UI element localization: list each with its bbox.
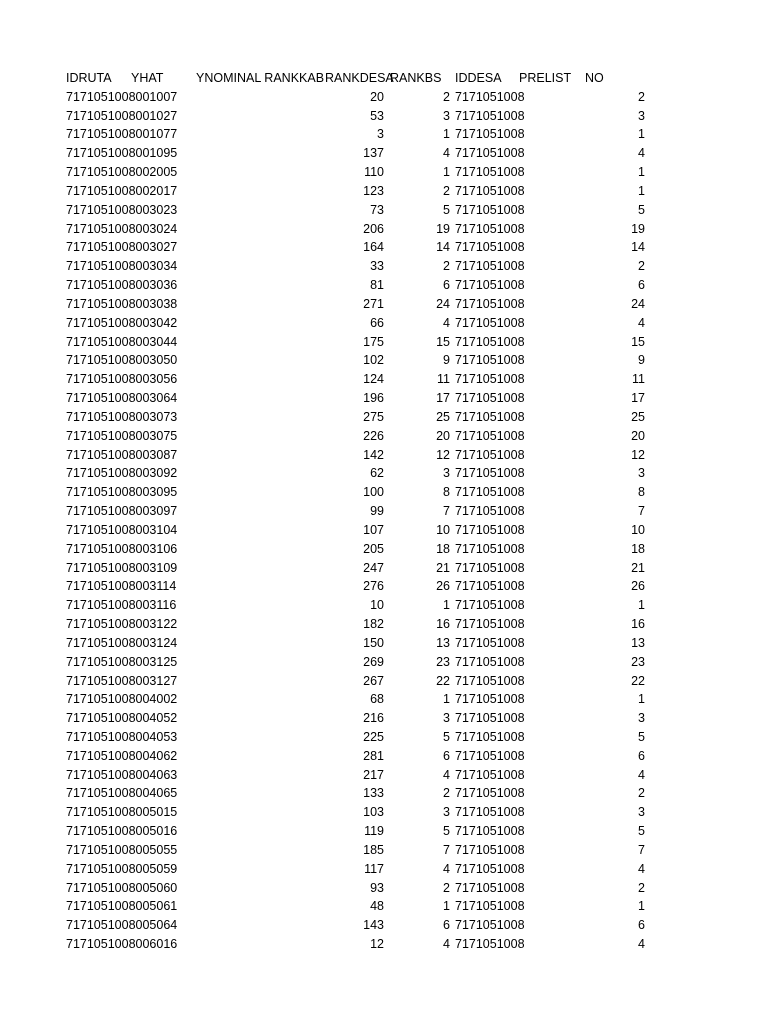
- cell-iddesa: 7171051008: [455, 711, 525, 726]
- table-row: [0, 672, 768, 691]
- cell-idruta: 7171051008003114: [66, 579, 177, 594]
- cell-rankbs: 3: [443, 711, 450, 726]
- table-row: [0, 88, 768, 107]
- cell-rankkab: 164: [363, 240, 384, 255]
- table-row: [0, 747, 768, 766]
- cell-idruta: 7171051008005055: [66, 842, 178, 857]
- cell-idruta: 7171051008003104: [66, 522, 178, 537]
- cell-iddesa: 7171051008: [455, 127, 525, 142]
- table-row: [0, 540, 768, 559]
- table-row: [0, 860, 768, 879]
- cell-idruta: 7171051008005060: [66, 880, 178, 895]
- cell-idruta: 7171051008003075: [66, 428, 178, 443]
- cell-no: 8: [638, 485, 645, 500]
- cell-rankkab: 53: [370, 108, 384, 123]
- cell-idruta: 7171051008004065: [66, 786, 178, 801]
- cell-rankkab: 142: [363, 447, 384, 462]
- cell-rankbs: 5: [443, 202, 450, 217]
- cell-rankkab: 33: [370, 259, 384, 274]
- header-iddesa: IDDESA: [455, 71, 502, 85]
- cell-rankbs: 23: [436, 654, 450, 669]
- cell-idruta: 7171051008005064: [66, 918, 178, 933]
- cell-rankbs: 22: [436, 673, 450, 688]
- table-row: [0, 577, 768, 596]
- cell-idruta: 7171051008003125: [66, 654, 178, 669]
- header-no: NO: [585, 71, 604, 85]
- cell-rankbs: 3: [443, 805, 450, 820]
- cell-idruta: 7171051008003097: [66, 504, 178, 519]
- cell-idruta: 7171051008001095: [66, 146, 178, 161]
- cell-rankkab: 117: [364, 861, 384, 876]
- cell-no: 11: [632, 372, 645, 387]
- table-row: [0, 333, 768, 352]
- cell-rankbs: 24: [436, 296, 450, 311]
- cell-iddesa: 7171051008: [455, 202, 525, 217]
- table-row: [0, 879, 768, 898]
- cell-rankkab: 10: [370, 598, 384, 613]
- cell-rankkab: 137: [363, 146, 384, 161]
- cell-idruta: 7171051008004052: [66, 711, 178, 726]
- table-row: [0, 690, 768, 709]
- cell-rankkab: 62: [370, 466, 384, 481]
- cell-iddesa: 7171051008: [455, 372, 525, 387]
- cell-idruta: 7171051008004063: [66, 767, 178, 782]
- cell-iddesa: 7171051008: [455, 598, 525, 613]
- cell-iddesa: 7171051008: [455, 466, 525, 481]
- cell-no: 7: [638, 504, 645, 519]
- cell-rankbs: 1: [443, 899, 450, 914]
- cell-rankkab: 150: [363, 635, 384, 650]
- table-row: [0, 559, 768, 578]
- table-row: [0, 916, 768, 935]
- cell-iddesa: 7171051008: [455, 146, 525, 161]
- cell-no: 10: [631, 522, 645, 537]
- cell-rankkab: 68: [370, 692, 384, 707]
- cell-idruta: 7171051008005015: [66, 805, 178, 820]
- cell-rankkab: 267: [363, 673, 384, 688]
- cell-iddesa: 7171051008: [455, 522, 525, 537]
- cell-rankbs: 6: [443, 918, 450, 933]
- header-rankbs: RANKBS: [390, 71, 442, 85]
- cell-no: 23: [631, 654, 645, 669]
- cell-no: 2: [638, 786, 645, 801]
- table-row: [0, 521, 768, 540]
- cell-rankbs: 4: [443, 315, 450, 330]
- cell-rankkab: 196: [363, 391, 384, 406]
- cell-rankbs: 12: [436, 447, 450, 462]
- cell-iddesa: 7171051008: [455, 485, 525, 500]
- cell-idruta: 7171051008002005: [66, 165, 178, 180]
- cell-rankkab: 107: [363, 522, 384, 537]
- cell-iddesa: 7171051008: [455, 748, 525, 763]
- cell-rankkab: 217: [363, 767, 384, 782]
- cell-rankkab: 73: [370, 202, 384, 217]
- cell-idruta: 7171051008005059: [66, 861, 178, 876]
- cell-no: 20: [631, 428, 645, 443]
- cell-no: 3: [638, 711, 645, 726]
- cell-iddesa: 7171051008: [455, 880, 525, 895]
- cell-rankbs: 2: [443, 183, 450, 198]
- cell-no: 3: [638, 805, 645, 820]
- cell-idruta: 7171051008002017: [66, 183, 178, 198]
- cell-no: 5: [638, 824, 645, 839]
- cell-no: 4: [638, 315, 645, 330]
- cell-iddesa: 7171051008: [455, 447, 525, 462]
- cell-rankkab: 20: [370, 89, 384, 104]
- cell-idruta: 7171051008003106: [66, 541, 178, 556]
- cell-idruta: 7171051008003122: [66, 617, 178, 632]
- cell-iddesa: 7171051008: [455, 861, 525, 876]
- cell-idruta: 7171051008006016: [66, 937, 178, 952]
- cell-idruta: 7171051008003023: [66, 202, 178, 217]
- cell-rankbs: 14: [436, 240, 450, 255]
- table-row: [0, 709, 768, 728]
- cell-iddesa: 7171051008: [455, 183, 525, 198]
- table-row: [0, 163, 768, 182]
- cell-rankbs: 2: [443, 259, 450, 274]
- cell-no: 2: [638, 259, 645, 274]
- cell-rankkab: 247: [363, 560, 384, 575]
- cell-idruta: 7171051008003064: [66, 391, 178, 406]
- table-row: [0, 653, 768, 672]
- cell-iddesa: 7171051008: [455, 937, 525, 952]
- cell-rankkab: 226: [363, 428, 384, 443]
- cell-iddesa: 7171051008: [455, 315, 525, 330]
- cell-rankkab: 182: [363, 617, 384, 632]
- cell-iddesa: 7171051008: [455, 504, 525, 519]
- cell-rankbs: 6: [443, 278, 450, 293]
- cell-no: 1: [638, 899, 645, 914]
- cell-no: 6: [638, 918, 645, 933]
- cell-no: 15: [631, 334, 645, 349]
- cell-rankkab: 185: [363, 842, 384, 857]
- cell-iddesa: 7171051008: [455, 654, 525, 669]
- cell-rankbs: 11: [437, 372, 450, 387]
- cell-iddesa: 7171051008: [455, 165, 525, 180]
- cell-no: 9: [638, 353, 645, 368]
- table-row: [0, 634, 768, 653]
- cell-idruta: 7171051008005061: [66, 899, 178, 914]
- cell-rankkab: 66: [370, 315, 384, 330]
- cell-idruta: 7171051008005016: [66, 824, 178, 839]
- cell-rankbs: 15: [436, 334, 450, 349]
- cell-no: 26: [631, 579, 645, 594]
- cell-no: 12: [631, 447, 645, 462]
- cell-iddesa: 7171051008: [455, 240, 525, 255]
- cell-rankkab: 48: [370, 899, 384, 914]
- table-row: [0, 728, 768, 747]
- cell-rankkab: 110: [364, 165, 384, 180]
- cell-rankbs: 1: [443, 127, 450, 142]
- cell-no: 1: [638, 692, 645, 707]
- cell-rankbs: 25: [436, 409, 450, 424]
- cell-idruta: 7171051008003087: [66, 447, 178, 462]
- cell-no: 19: [631, 221, 645, 236]
- table-row: [0, 238, 768, 257]
- cell-no: 7: [638, 842, 645, 857]
- cell-idruta: 7171051008004053: [66, 729, 178, 744]
- cell-idruta: 7171051008003073: [66, 409, 178, 424]
- cell-iddesa: 7171051008: [455, 673, 525, 688]
- table-row: [0, 389, 768, 408]
- cell-iddesa: 7171051008: [455, 767, 525, 782]
- cell-rankkab: 123: [363, 183, 384, 198]
- cell-iddesa: 7171051008: [455, 560, 525, 575]
- header-prelist: PRELIST: [519, 71, 572, 85]
- cell-no: 3: [638, 466, 645, 481]
- table-row: [0, 182, 768, 201]
- cell-rankkab: 206: [363, 221, 384, 236]
- cell-idruta: 7171051008003024: [66, 221, 178, 236]
- cell-no: 3: [638, 108, 645, 123]
- cell-rankkab: 124: [363, 372, 384, 387]
- cell-no: 4: [638, 767, 645, 782]
- cell-rankkab: 99: [370, 504, 384, 519]
- cell-rankkab: 205: [363, 541, 384, 556]
- cell-iddesa: 7171051008: [455, 918, 525, 933]
- cell-idruta: 7171051008001077: [66, 127, 178, 142]
- data-sheet: [0, 69, 768, 954]
- table-row: [0, 257, 768, 276]
- cell-rankbs: 9: [443, 353, 450, 368]
- table-row: [0, 446, 768, 465]
- cell-iddesa: 7171051008: [455, 617, 525, 632]
- cell-rankbs: 5: [443, 824, 450, 839]
- header-yhat: YHAT: [131, 71, 164, 85]
- cell-rankkab: 103: [363, 805, 384, 820]
- cell-no: 5: [638, 202, 645, 217]
- cell-idruta: 7171051008003042: [66, 315, 178, 330]
- cell-rankkab: 216: [363, 711, 384, 726]
- cell-no: 21: [631, 560, 645, 575]
- table-row: [0, 897, 768, 916]
- cell-idruta: 7171051008003034: [66, 259, 178, 274]
- cell-rankbs: 1: [443, 165, 450, 180]
- cell-rankbs: 8: [443, 485, 450, 500]
- table-row: [0, 427, 768, 446]
- cell-no: 6: [638, 278, 645, 293]
- table-row: [0, 295, 768, 314]
- cell-rankkab: 133: [363, 786, 384, 801]
- cell-rankbs: 5: [443, 729, 450, 744]
- table-row: [0, 144, 768, 163]
- table-row: [0, 107, 768, 126]
- cell-iddesa: 7171051008: [455, 842, 525, 857]
- table-row: [0, 464, 768, 483]
- cell-no: 14: [631, 240, 645, 255]
- header-ynominal-rankkab: YNOMINAL RANKKAB: [196, 71, 325, 85]
- cell-rankkab: 12: [370, 937, 384, 952]
- cell-iddesa: 7171051008: [455, 729, 525, 744]
- cell-rankbs: 7: [443, 842, 450, 857]
- cell-iddesa: 7171051008: [455, 278, 525, 293]
- cell-iddesa: 7171051008: [455, 259, 525, 274]
- cell-rankkab: 271: [363, 296, 384, 311]
- cell-rankkab: 175: [363, 334, 384, 349]
- table-row: [0, 125, 768, 144]
- table-row: [0, 784, 768, 803]
- cell-idruta: 7171051008003044: [66, 334, 178, 349]
- cell-rankbs: 1: [443, 598, 450, 613]
- cell-idruta: 7171051008003036: [66, 278, 178, 293]
- cell-rankbs: 4: [443, 767, 450, 782]
- table-row: [0, 314, 768, 333]
- cell-rankbs: 3: [443, 108, 450, 123]
- cell-rankbs: 2: [443, 89, 450, 104]
- cell-rankbs: 2: [443, 786, 450, 801]
- cell-rankkab: 3: [377, 127, 384, 142]
- table-row: [0, 276, 768, 295]
- table-row: [0, 766, 768, 785]
- cell-rankbs: 26: [436, 579, 450, 594]
- cell-rankbs: 4: [443, 146, 450, 161]
- cell-idruta: 7171051008001007: [66, 89, 178, 104]
- cell-idruta: 7171051008003027: [66, 240, 178, 255]
- cell-rankbs: 6: [443, 748, 450, 763]
- cell-rankbs: 2: [443, 880, 450, 895]
- cell-idruta: 7171051008003127: [66, 673, 178, 688]
- table-body: [0, 88, 768, 954]
- cell-iddesa: 7171051008: [455, 579, 525, 594]
- cell-iddesa: 7171051008: [455, 391, 525, 406]
- cell-iddesa: 7171051008: [455, 541, 525, 556]
- cell-iddesa: 7171051008: [455, 334, 525, 349]
- cell-rankbs: 10: [436, 522, 450, 537]
- table-row: [0, 351, 768, 370]
- cell-idruta: 7171051008003095: [66, 485, 178, 500]
- cell-iddesa: 7171051008: [455, 296, 525, 311]
- cell-idruta: 7171051008003124: [66, 635, 178, 650]
- cell-rankbs: 4: [443, 861, 450, 876]
- table-row: [0, 220, 768, 239]
- cell-idruta: 7171051008001027: [66, 108, 178, 123]
- cell-rankbs: 17: [436, 391, 450, 406]
- table-row: [0, 935, 768, 954]
- cell-rankkab: 119: [364, 824, 384, 839]
- cell-no: 5: [638, 729, 645, 744]
- cell-iddesa: 7171051008: [455, 221, 525, 236]
- cell-no: 16: [631, 617, 645, 632]
- cell-iddesa: 7171051008: [455, 805, 525, 820]
- cell-no: 1: [638, 598, 645, 613]
- cell-no: 1: [638, 183, 645, 198]
- cell-no: 22: [631, 673, 645, 688]
- cell-rankbs: 1: [443, 692, 450, 707]
- cell-no: 25: [631, 409, 645, 424]
- cell-rankbs: 18: [436, 541, 450, 556]
- table-row: [0, 201, 768, 220]
- cell-rankkab: 143: [363, 918, 384, 933]
- table-row: [0, 822, 768, 841]
- table-row: [0, 483, 768, 502]
- cell-no: 2: [638, 880, 645, 895]
- cell-iddesa: 7171051008: [455, 899, 525, 914]
- cell-no: 4: [638, 861, 645, 876]
- cell-no: 13: [631, 635, 645, 650]
- cell-idruta: 7171051008003092: [66, 466, 178, 481]
- table-row: [0, 803, 768, 822]
- table-row: [0, 841, 768, 860]
- header-rankdesa: RANKDESA: [325, 71, 394, 85]
- cell-iddesa: 7171051008: [455, 428, 525, 443]
- cell-no: 1: [638, 165, 645, 180]
- cell-rankkab: 281: [363, 748, 384, 763]
- cell-rankkab: 225: [363, 729, 384, 744]
- header-row: [0, 69, 768, 88]
- cell-no: 2: [638, 89, 645, 104]
- table-row: [0, 408, 768, 427]
- cell-rankbs: 3: [443, 466, 450, 481]
- cell-no: 18: [631, 541, 645, 556]
- cell-no: 6: [638, 748, 645, 763]
- cell-rankkab: 100: [363, 485, 384, 500]
- table-row: [0, 502, 768, 521]
- cell-rankbs: 7: [443, 504, 450, 519]
- cell-iddesa: 7171051008: [455, 409, 525, 424]
- cell-rankkab: 276: [363, 579, 384, 594]
- table-row: [0, 370, 768, 389]
- cell-iddesa: 7171051008: [455, 353, 525, 368]
- cell-rankkab: 102: [363, 353, 384, 368]
- cell-idruta: 7171051008004002: [66, 692, 178, 707]
- cell-no: 4: [638, 146, 645, 161]
- cell-rankkab: 269: [363, 654, 384, 669]
- cell-no: 1: [638, 127, 645, 142]
- cell-iddesa: 7171051008: [455, 108, 525, 123]
- cell-rankkab: 93: [370, 880, 384, 895]
- header-idruta: IDRUTA: [66, 71, 112, 85]
- cell-iddesa: 7171051008: [455, 786, 525, 801]
- table-row: [0, 615, 768, 634]
- cell-idruta: 7171051008003038: [66, 296, 178, 311]
- cell-no: 4: [638, 937, 645, 952]
- cell-rankbs: 13: [436, 635, 450, 650]
- cell-iddesa: 7171051008: [455, 692, 525, 707]
- cell-idruta: 7171051008003116: [66, 598, 177, 613]
- cell-rankbs: 21: [436, 560, 450, 575]
- cell-iddesa: 7171051008: [455, 635, 525, 650]
- cell-rankbs: 16: [436, 617, 450, 632]
- cell-rankbs: 20: [436, 428, 450, 443]
- cell-iddesa: 7171051008: [455, 89, 525, 104]
- cell-idruta: 7171051008003050: [66, 353, 178, 368]
- cell-idruta: 7171051008004062: [66, 748, 178, 763]
- cell-rankkab: 81: [370, 278, 384, 293]
- cell-rankbs: 19: [436, 221, 450, 236]
- cell-no: 24: [631, 296, 645, 311]
- cell-no: 17: [631, 391, 645, 406]
- cell-iddesa: 7171051008: [455, 824, 525, 839]
- cell-rankkab: 275: [363, 409, 384, 424]
- table-row: [0, 596, 768, 615]
- cell-idruta: 7171051008003109: [66, 560, 178, 575]
- cell-rankbs: 4: [443, 937, 450, 952]
- cell-idruta: 7171051008003056: [66, 372, 178, 387]
